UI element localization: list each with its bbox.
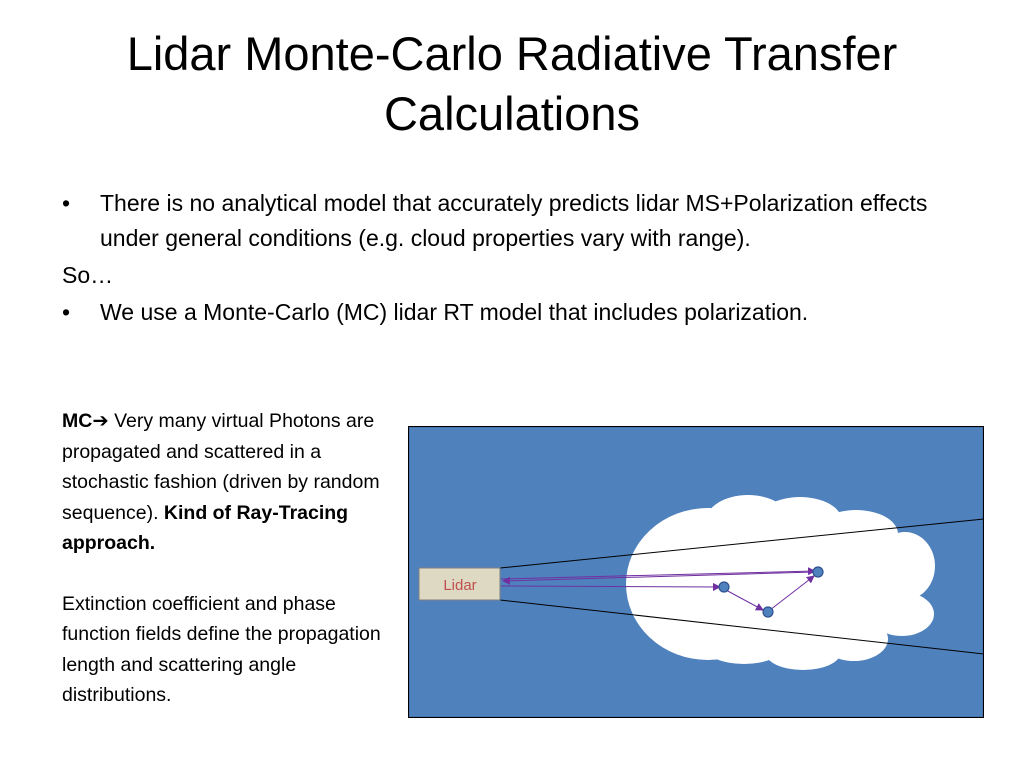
scatter-point bbox=[763, 607, 773, 617]
so-line: So… bbox=[62, 262, 114, 288]
bullet-glyph: • bbox=[62, 299, 71, 325]
arrow-right-icon: ➔ bbox=[92, 410, 109, 432]
mc-paragraph bbox=[62, 406, 382, 559]
bullet-glyph: • bbox=[62, 190, 71, 216]
bullet-list bbox=[62, 186, 982, 330]
bullet-item-mc-model bbox=[62, 295, 982, 330]
mc-bold-tail: Kind of Ray-Tracing approach. bbox=[62, 501, 349, 554]
lidar-diagram bbox=[408, 426, 984, 718]
slide-title: Lidar Monte-Carlo Radiative Transfer Calculations bbox=[126, 27, 898, 140]
extinction-paragraph: Extinction coefficient and phase function fields define the propagation length and scattering angle distributions. bbox=[62, 592, 381, 706]
lidar-label: Lidar bbox=[443, 577, 477, 594]
bullet-text: We use a Monte-Carlo (MC) lidar RT model that includes polarization. bbox=[100, 299, 809, 325]
scatter-point bbox=[719, 582, 729, 592]
mc-description bbox=[62, 406, 382, 711]
bullet-text: There is no analytical model that accurately predicts lidar MS+Polarization effects under general conditions (e.g. cloud properties vary with range). bbox=[100, 190, 928, 251]
mc-body: Very many virtual Photons are propagated and scattered in a stochastic fashion (driven by random sequence). bbox=[62, 410, 380, 524]
bullet-item-analytical-model bbox=[62, 186, 982, 256]
lidar-diagram-svg bbox=[408, 426, 984, 718]
scatter-point bbox=[813, 567, 823, 577]
mc-lead: MC bbox=[62, 410, 93, 432]
